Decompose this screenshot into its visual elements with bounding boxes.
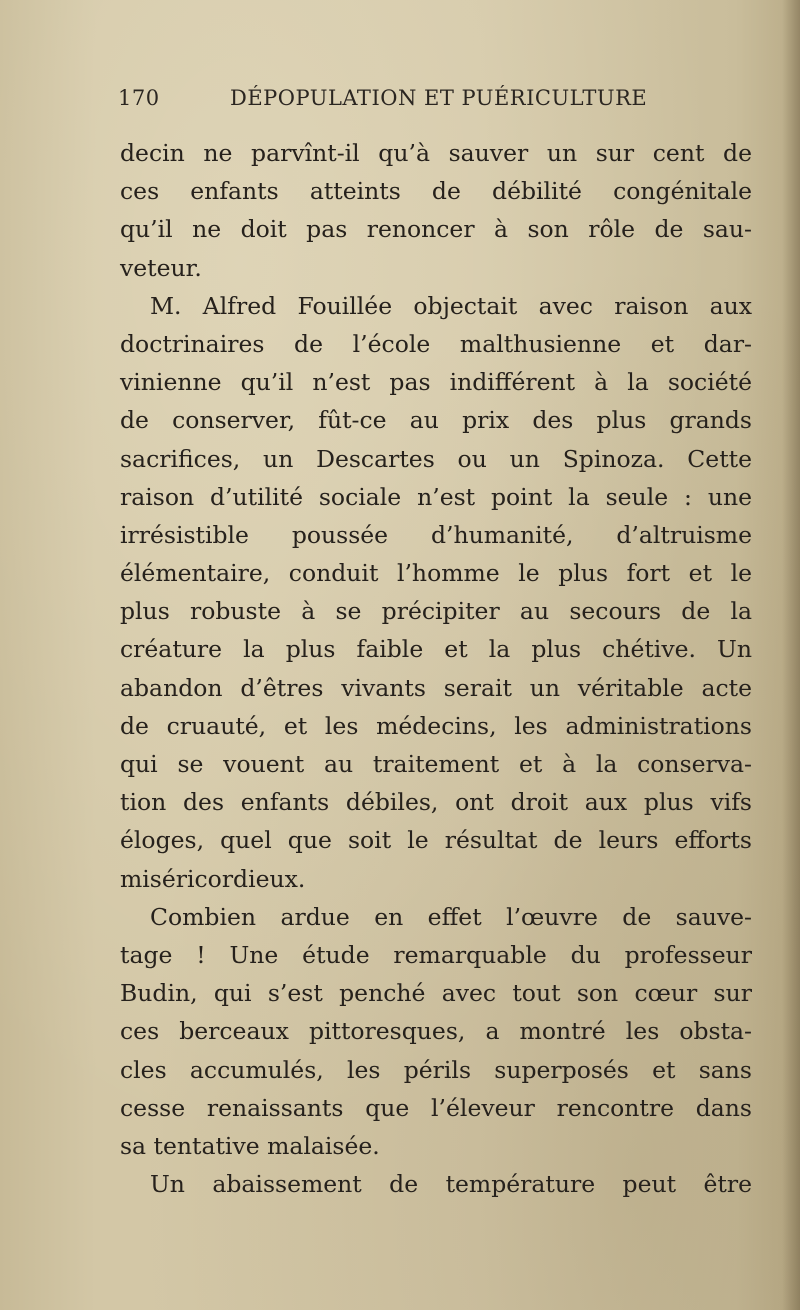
text-line: M. Alfred Fouillée objectait avec raison aux	[150, 291, 752, 320]
text-line: de conserver, fût-ce au prix des plus grands	[120, 406, 752, 435]
text-line: decin ne parvînt-il qu’à sauver un sur cent de	[120, 139, 752, 167]
text-line: tage ! Une étude remarquable du professeur	[120, 940, 752, 969]
text-line: qu’il ne doit pas renoncer à son rôle de sau-	[120, 215, 752, 244]
text-line: Combien ardue en effet l’œuvre de sauve-	[150, 902, 752, 931]
text-line: de cruauté, et les médecins, les administrations	[120, 711, 752, 740]
text-line: éloges, quel que soit le résultat de leurs efforts	[120, 826, 752, 855]
text-line: sa tentative malaisée.	[120, 1131, 380, 1160]
text-line: ces enfants atteints de débilité congénitale	[120, 177, 752, 206]
body-text	[120, 134, 752, 1203]
text-line: créature la plus faible et la plus chétive. Un	[120, 635, 752, 664]
page-header	[118, 86, 648, 122]
text-line: veteur.	[120, 253, 202, 282]
text-line: abandon d’êtres vivants serait un véritable acte	[120, 673, 752, 702]
text-line: sacrifices, un Descartes ou un Spinoza. Cette	[120, 444, 752, 473]
text-line: Un abaissement de température peut être	[150, 1170, 752, 1199]
text-line: cles accumulés, les périls superposés et sans	[120, 1055, 752, 1084]
text-line: élémentaire, conduit l’homme le plus fort et le	[120, 559, 752, 588]
text-line: doctrinaires de l’école malthusienne et dar-	[120, 329, 752, 358]
text-line: cesse renaissants que l’éleveur rencontre dans	[120, 1093, 752, 1122]
page-edge-shadow	[782, 0, 800, 1310]
text-line: qui se vouent au traitement et à la conserva-	[120, 750, 752, 778]
text-line: raison d’utilité sociale n’est point la seule : une	[120, 482, 752, 511]
text-line: Budin, qui s’est penché avec tout son cœur sur	[120, 979, 752, 1008]
text-line: ces berceaux pittoresques, a montré les obsta-	[120, 1017, 752, 1046]
text-line: irrésistible poussée d’humanité, d’altruisme	[120, 520, 752, 549]
text-line: plus robuste à se précipiter au secours de la	[120, 597, 752, 626]
text-line: tion des enfants débiles, ont droit aux plus vifs	[120, 788, 752, 817]
running-title: DÉPOPULATION ET PUÉRICULTURE	[230, 86, 648, 110]
text-line: vinienne qu’il n’est pas indifférent à la société	[120, 368, 752, 397]
page-number: 170	[118, 86, 160, 110]
text-line: miséricordieux.	[120, 864, 306, 893]
